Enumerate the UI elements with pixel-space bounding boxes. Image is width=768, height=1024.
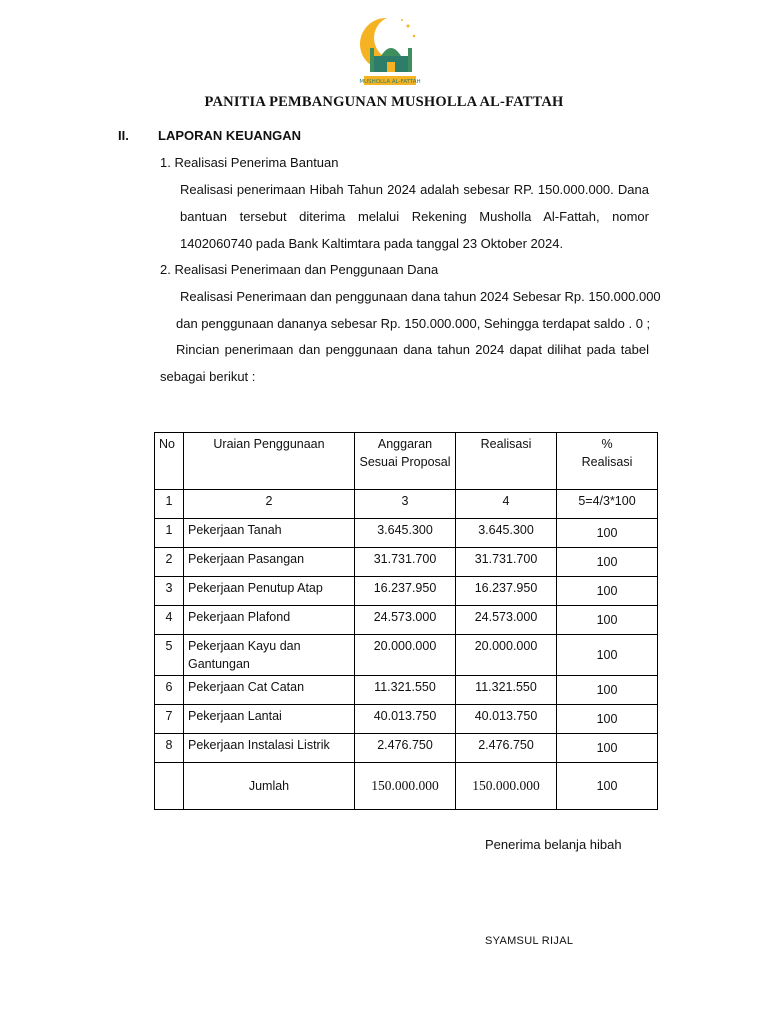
document-title: PANITIA PEMBANGUNAN MUSHOLLA AL-FATTAH: [204, 94, 564, 110]
row-no: 8: [155, 734, 184, 763]
row-realisasi: 31.731.700: [456, 548, 557, 577]
row-no: 3: [155, 577, 184, 606]
total-no-cell: [155, 763, 184, 810]
row-anggaran: 31.731.700: [355, 548, 456, 577]
table-row: [155, 519, 658, 548]
star-3: [401, 19, 403, 21]
row-anggaran: 24.573.000: [355, 606, 456, 635]
minaret-right: [408, 48, 412, 72]
table-row: [155, 734, 658, 763]
row-uraian: Pekerjaan Plafond: [184, 606, 355, 635]
row-anggaran: 16.237.950: [355, 577, 456, 606]
row-realisasi: 3.645.300: [456, 519, 557, 548]
table-row: [155, 606, 658, 635]
index-cell: 3: [355, 490, 456, 519]
row-persen: 100: [557, 635, 658, 676]
item2-line-4: sebagai berikut :: [160, 369, 256, 384]
signer-name: SYAMSUL RIJAL: [485, 935, 574, 947]
star-1: [407, 25, 410, 28]
table-row: [155, 635, 658, 676]
row-persen: 100: [557, 548, 658, 577]
row-anggaran: 3.645.300: [355, 519, 456, 548]
logo-text: MUSHOLLA AL-FATTAH: [359, 79, 421, 85]
star-2: [413, 35, 415, 37]
table-row: [155, 676, 658, 705]
row-uraian: Pekerjaan Lantai: [184, 705, 355, 734]
row-realisasi: 16.237.950: [456, 577, 557, 606]
row-anggaran: 40.013.750: [355, 705, 456, 734]
signature-caption: Penerima belanja hibah: [485, 837, 622, 852]
header-no: No: [155, 433, 184, 490]
total-persen: 100: [557, 763, 658, 810]
mosque-door: [387, 62, 395, 72]
row-uraian: Pekerjaan Instalasi Listrik: [184, 734, 355, 763]
row-uraian: Pekerjaan Penutup Atap: [184, 577, 355, 606]
row-anggaran: 11.321.550: [355, 676, 456, 705]
index-cell: 5=4/3*100: [557, 490, 658, 519]
row-anggaran: 2.476.750: [355, 734, 456, 763]
table-index-row: [155, 490, 658, 519]
item1-line-1: Realisasi penerimaan Hibah Tahun 2024 adalah sebesar RP. 150.000.000. Dana: [180, 182, 649, 197]
total-label: Jumlah: [184, 763, 355, 810]
item2-line-1: Realisasi Penerimaan dan penggunaan dana tahun 2024 Sebesar Rp. 150.000.000: [180, 289, 661, 304]
item2-line-2: dan penggunaan dananya sebesar Rp. 150.000.000, Sehingga terdapat saldo . 0 ;: [176, 316, 651, 331]
header-realisasi: Realisasi: [456, 433, 557, 490]
row-persen: 100: [557, 577, 658, 606]
table-header-row: [155, 433, 658, 490]
table-row: [155, 548, 658, 577]
minaret-left: [370, 48, 374, 72]
row-uraian: Pekerjaan Kayu dan Gantungan: [184, 635, 355, 676]
item2-line-3: Rincian penerimaan dan penggunaan dana tahun 2024 dapat dilihat pada tabel: [176, 342, 649, 357]
index-cell: 1: [155, 490, 184, 519]
row-uraian: Pekerjaan Pasangan: [184, 548, 355, 577]
index-cell: 4: [456, 490, 557, 519]
row-no: 2: [155, 548, 184, 577]
table-body: [155, 519, 658, 763]
row-no: 4: [155, 606, 184, 635]
row-uraian: Pekerjaan Tanah: [184, 519, 355, 548]
finance-table: [154, 432, 658, 810]
section-title: LAPORAN KEUANGAN: [158, 128, 301, 143]
row-no: 7: [155, 705, 184, 734]
header-uraian: Uraian Penggunaan: [184, 433, 355, 490]
item1-line-2: bantuan tersebut diterima melalui Rekening Musholla Al-Fattah, nomor: [180, 209, 649, 224]
section-number: II.: [118, 128, 129, 143]
index-cell: 2: [184, 490, 355, 519]
row-persen: 100: [557, 606, 658, 635]
row-realisasi: 20.000.000: [456, 635, 557, 676]
musholla-logo: [356, 12, 424, 90]
row-realisasi: 24.573.000: [456, 606, 557, 635]
row-no: 6: [155, 676, 184, 705]
table-total-row: [155, 763, 658, 810]
row-no: 1: [155, 519, 184, 548]
item2-heading: 2. Realisasi Penerimaan dan Penggunaan Dana: [160, 262, 439, 277]
row-persen: 100: [557, 734, 658, 763]
row-no: 5: [155, 635, 184, 676]
total-realisasi: 150.000.000: [456, 763, 557, 810]
row-persen: 100: [557, 519, 658, 548]
item1-line-3: 1402060740 pada Bank Kaltimtara pada tanggal 23 Oktober 2024.: [180, 236, 564, 251]
item1-heading: 1. Realisasi Penerima Bantuan: [160, 155, 339, 170]
row-persen: 100: [557, 676, 658, 705]
row-persen: 100: [557, 705, 658, 734]
table-row: [155, 577, 658, 606]
header-persen: % Realisasi: [557, 433, 658, 490]
table-row: [155, 705, 658, 734]
row-anggaran: 20.000.000: [355, 635, 456, 676]
row-realisasi: 40.013.750: [456, 705, 557, 734]
row-realisasi: 11.321.550: [456, 676, 557, 705]
header-anggaran: Anggaran Sesuai Proposal: [355, 433, 456, 490]
total-anggaran: 150.000.000: [355, 763, 456, 810]
row-uraian: Pekerjaan Cat Catan: [184, 676, 355, 705]
row-realisasi: 2.476.750: [456, 734, 557, 763]
